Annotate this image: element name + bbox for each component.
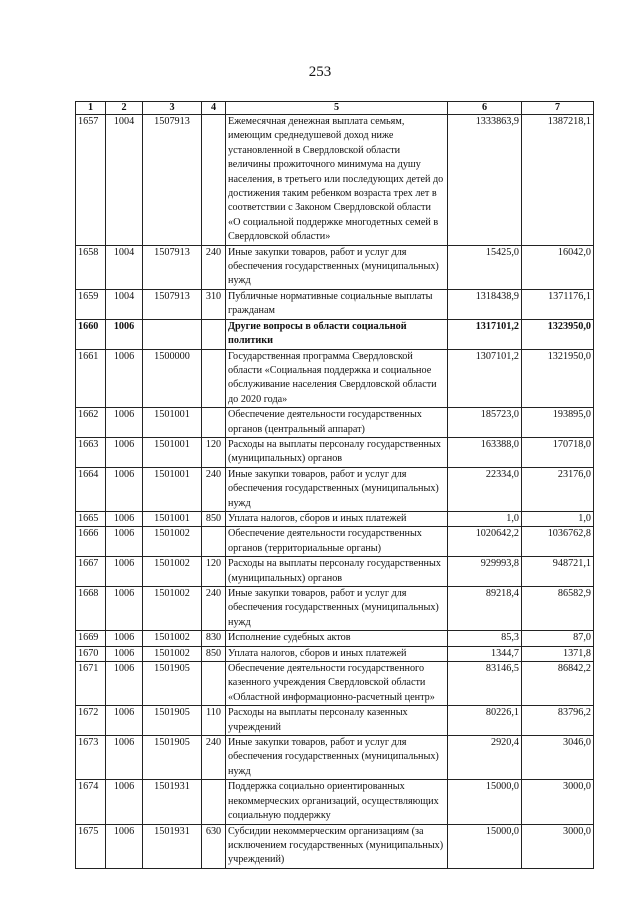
- table-row: [76, 245, 594, 289]
- amount-year1-cell: 163388,0: [448, 437, 522, 467]
- expense-type-cell: 240: [202, 587, 226, 631]
- target-article-cell: 1501002: [143, 527, 202, 557]
- row-number-cell: 1674: [76, 780, 106, 824]
- header-col-2: 2: [106, 102, 143, 115]
- table-row: [76, 115, 594, 246]
- expense-type-cell: [202, 115, 226, 246]
- item-name-cell: Обеспечение деятельности государственных органов (центральный аппарат): [226, 408, 448, 438]
- table-row: [76, 706, 594, 736]
- item-name-cell: Ежемесячная денежная выплата семьям, имеющим среднедушевой доход ниже установленной в Свердловской области величины прожиточного минимума на душу населения, в третьего или последующих детей до достижения таким ребенком возраста трех лет в соответствии с Законом Свердловской области «О социальной поддержке многодетных семей в Свердловской области»: [226, 115, 448, 246]
- amount-year1-cell: 2920,4: [448, 736, 522, 780]
- item-name-cell: Расходы на выплаты персоналу государственных (муниципальных) органов: [226, 557, 448, 587]
- item-name-cell: Расходы на выплаты персоналу казенных учреждений: [226, 706, 448, 736]
- target-article-cell: 1501001: [143, 467, 202, 511]
- row-number-cell: 1657: [76, 115, 106, 246]
- target-article-cell: 1501001: [143, 408, 202, 438]
- section-code-cell: 1006: [106, 631, 143, 646]
- row-number-cell: 1662: [76, 408, 106, 438]
- expense-type-cell: 630: [202, 824, 226, 868]
- target-article-cell: 1501002: [143, 557, 202, 587]
- item-name-cell: Иные закупки товаров, работ и услуг для обеспечения государственных (муниципальных) нужд: [226, 587, 448, 631]
- table-row: [76, 662, 594, 706]
- row-number-cell: 1668: [76, 587, 106, 631]
- amount-year2-cell: 16042,0: [522, 245, 594, 289]
- row-number-cell: 1671: [76, 662, 106, 706]
- amount-year2-cell: 170718,0: [522, 437, 594, 467]
- table-row: [76, 646, 594, 661]
- expense-type-cell: 310: [202, 289, 226, 319]
- section-code-cell: 1004: [106, 245, 143, 289]
- table-header-row: [76, 102, 594, 115]
- expense-type-cell: 240: [202, 467, 226, 511]
- table-row: [76, 349, 594, 408]
- item-name-cell: Расходы на выплаты персоналу государственных (муниципальных) органов: [226, 437, 448, 467]
- expense-type-cell: 830: [202, 631, 226, 646]
- item-name-cell: Обеспечение деятельности государственных органов (территориальные органы): [226, 527, 448, 557]
- section-code-cell: 1006: [106, 824, 143, 868]
- table-row: [76, 467, 594, 511]
- amount-year1-cell: 15000,0: [448, 824, 522, 868]
- amount-year2-cell: 1,0: [522, 511, 594, 526]
- table-row: [76, 527, 594, 557]
- section-code-cell: 1006: [106, 319, 143, 349]
- amount-year1-cell: 1344,7: [448, 646, 522, 661]
- amount-year1-cell: 1333863,9: [448, 115, 522, 246]
- section-code-cell: 1004: [106, 289, 143, 319]
- section-code-cell: 1006: [106, 408, 143, 438]
- amount-year2-cell: 1371,8: [522, 646, 594, 661]
- table-row: [76, 289, 594, 319]
- row-number-cell: 1660: [76, 319, 106, 349]
- target-article-cell: 1501002: [143, 646, 202, 661]
- amount-year2-cell: 193895,0: [522, 408, 594, 438]
- amount-year1-cell: 929993,8: [448, 557, 522, 587]
- target-article-cell: 1500000: [143, 349, 202, 408]
- amount-year1-cell: 15425,0: [448, 245, 522, 289]
- item-name-cell: Обеспечение деятельности государственного казенного учреждения Свердловской области «Областной информационно-расчетный центр»: [226, 662, 448, 706]
- section-code-cell: 1006: [106, 587, 143, 631]
- row-number-cell: 1673: [76, 736, 106, 780]
- target-article-cell: 1501001: [143, 437, 202, 467]
- target-article-cell: 1501931: [143, 824, 202, 868]
- amount-year2-cell: 1036762,8: [522, 527, 594, 557]
- expense-type-cell: [202, 780, 226, 824]
- target-article-cell: 1501905: [143, 662, 202, 706]
- item-name-cell: Иные закупки товаров, работ и услуг для обеспечения государственных (муниципальных) нужд: [226, 736, 448, 780]
- target-article-cell: 1507913: [143, 115, 202, 246]
- target-article-cell: 1501002: [143, 587, 202, 631]
- amount-year2-cell: 83796,2: [522, 706, 594, 736]
- table-row: [76, 587, 594, 631]
- target-article-cell: 1507913: [143, 289, 202, 319]
- item-name-cell: Иные закупки товаров, работ и услуг для обеспечения государственных (муниципальных) нужд: [226, 245, 448, 289]
- amount-year1-cell: 1020642,2: [448, 527, 522, 557]
- expense-type-cell: [202, 527, 226, 557]
- section-code-cell: 1006: [106, 706, 143, 736]
- target-article-cell: 1501905: [143, 706, 202, 736]
- page-number: 253: [308, 64, 332, 80]
- expense-type-cell: 240: [202, 245, 226, 289]
- amount-year2-cell: 87,0: [522, 631, 594, 646]
- table-row: [76, 736, 594, 780]
- target-article-cell: 1501002: [143, 631, 202, 646]
- section-code-cell: 1006: [106, 349, 143, 408]
- section-code-cell: 1006: [106, 646, 143, 661]
- item-name-cell: Уплата налогов, сборов и иных платежей: [226, 511, 448, 526]
- section-code-cell: 1006: [106, 511, 143, 526]
- expense-type-cell: [202, 349, 226, 408]
- amount-year1-cell: 1317101,2: [448, 319, 522, 349]
- item-name-cell: Поддержка социально ориентированных некоммерческих организаций, осуществляющих социальную поддержку: [226, 780, 448, 824]
- item-name-cell: Другие вопросы в области социальной политики: [226, 319, 448, 349]
- row-number-cell: 1663: [76, 437, 106, 467]
- target-article-cell: 1501001: [143, 511, 202, 526]
- section-code-cell: 1004: [106, 115, 143, 246]
- row-number-cell: 1669: [76, 631, 106, 646]
- amount-year1-cell: 83146,5: [448, 662, 522, 706]
- row-number-cell: 1675: [76, 824, 106, 868]
- amount-year2-cell: 948721,1: [522, 557, 594, 587]
- expense-type-cell: [202, 319, 226, 349]
- row-number-cell: 1661: [76, 349, 106, 408]
- section-code-cell: 1006: [106, 780, 143, 824]
- item-name-cell: Уплата налогов, сборов и иных платежей: [226, 646, 448, 661]
- section-code-cell: 1006: [106, 557, 143, 587]
- item-name-cell: Субсидии некоммерческим организациям (за исключением государственных (муниципальных) учреждений): [226, 824, 448, 868]
- expense-type-cell: [202, 662, 226, 706]
- amount-year1-cell: 1318438,9: [448, 289, 522, 319]
- target-article-cell: 1501905: [143, 736, 202, 780]
- amount-year2-cell: 86842,2: [522, 662, 594, 706]
- amount-year2-cell: 1387218,1: [522, 115, 594, 246]
- row-number-cell: 1658: [76, 245, 106, 289]
- expense-type-cell: 850: [202, 646, 226, 661]
- table-row: [76, 437, 594, 467]
- amount-year2-cell: 1371176,1: [522, 289, 594, 319]
- amount-year2-cell: 1323950,0: [522, 319, 594, 349]
- item-name-cell: Исполнение судебных актов: [226, 631, 448, 646]
- section-code-cell: 1006: [106, 437, 143, 467]
- target-article-cell: [143, 319, 202, 349]
- row-number-cell: 1667: [76, 557, 106, 587]
- row-number-cell: 1672: [76, 706, 106, 736]
- header-col-3: 3: [143, 102, 202, 115]
- amount-year2-cell: 86582,9: [522, 587, 594, 631]
- expense-type-cell: 120: [202, 437, 226, 467]
- amount-year1-cell: 1307101,2: [448, 349, 522, 408]
- item-name-cell: Государственная программа Свердловской области «Социальная поддержка и социальное обслуживание населения Свердловской области до 2020 года»: [226, 349, 448, 408]
- expense-type-cell: [202, 408, 226, 438]
- amount-year1-cell: 1,0: [448, 511, 522, 526]
- expense-type-cell: 120: [202, 557, 226, 587]
- header-col-1: 1: [76, 102, 106, 115]
- row-number-cell: 1664: [76, 467, 106, 511]
- amount-year1-cell: 185723,0: [448, 408, 522, 438]
- header-col-5: 5: [226, 102, 448, 115]
- amount-year2-cell: 3000,0: [522, 780, 594, 824]
- table-row: [76, 780, 594, 824]
- header-col-6: 6: [448, 102, 522, 115]
- target-article-cell: 1507913: [143, 245, 202, 289]
- section-code-cell: 1006: [106, 527, 143, 557]
- row-number-cell: 1665: [76, 511, 106, 526]
- table-row: [76, 511, 594, 526]
- budget-table: [75, 101, 594, 869]
- amount-year2-cell: 3046,0: [522, 736, 594, 780]
- table-row: [76, 408, 594, 438]
- expense-type-cell: 110: [202, 706, 226, 736]
- amount-year2-cell: 3000,0: [522, 824, 594, 868]
- table-row: [76, 557, 594, 587]
- table-row: [76, 824, 594, 868]
- expense-type-cell: 240: [202, 736, 226, 780]
- item-name-cell: Публичные нормативные социальные выплаты гражданам: [226, 289, 448, 319]
- header-col-4: 4: [202, 102, 226, 115]
- amount-year1-cell: 22334,0: [448, 467, 522, 511]
- amount-year2-cell: 1321950,0: [522, 349, 594, 408]
- section-code-cell: 1006: [106, 662, 143, 706]
- table-row: [76, 631, 594, 646]
- section-code-cell: 1006: [106, 736, 143, 780]
- expense-type-cell: 850: [202, 511, 226, 526]
- amount-year1-cell: 89218,4: [448, 587, 522, 631]
- amount-year1-cell: 80226,1: [448, 706, 522, 736]
- row-number-cell: 1659: [76, 289, 106, 319]
- item-name-cell: Иные закупки товаров, работ и услуг для обеспечения государственных (муниципальных) нужд: [226, 467, 448, 511]
- amount-year1-cell: 15000,0: [448, 780, 522, 824]
- amount-year2-cell: 23176,0: [522, 467, 594, 511]
- row-number-cell: 1670: [76, 646, 106, 661]
- target-article-cell: 1501931: [143, 780, 202, 824]
- table-row: [76, 319, 594, 349]
- amount-year1-cell: 85,3: [448, 631, 522, 646]
- section-code-cell: 1006: [106, 467, 143, 511]
- row-number-cell: 1666: [76, 527, 106, 557]
- header-col-7: 7: [522, 102, 594, 115]
